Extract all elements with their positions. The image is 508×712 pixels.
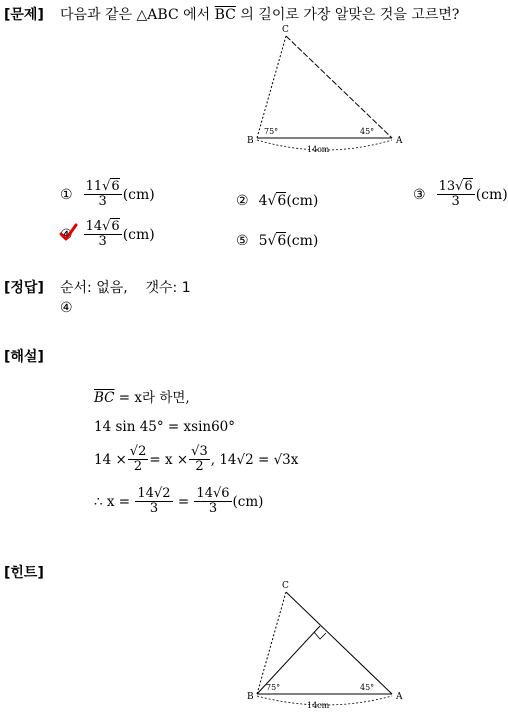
problem-label: [문제] xyxy=(4,7,44,23)
hint-vertex-b: B xyxy=(247,692,254,702)
hint-base-length-label: 14cm xyxy=(307,701,330,710)
option-1-marker: ① xyxy=(60,186,73,203)
check-icon xyxy=(58,223,78,243)
angle-b-label: 75° xyxy=(264,127,279,136)
vertex-c: C xyxy=(282,25,289,35)
hint-side-ca xyxy=(286,592,392,694)
vertex-b: B xyxy=(247,136,254,146)
explanation-label: [해설] xyxy=(4,349,44,365)
option-3-marker: ③ xyxy=(413,186,426,203)
answer-value: ④ xyxy=(60,300,73,316)
answer-line: 순서: 없음, 갯수: 1 xyxy=(60,280,191,296)
triangle-figure xyxy=(240,22,410,157)
option-3[interactable]: ③ $\frac{13√6}{3}$ (cm) xyxy=(413,179,508,209)
option-5[interactable]: ⑤ 5 √ 6 (cm) xyxy=(236,232,319,249)
answer-label: [정답] xyxy=(4,280,44,296)
option-2[interactable]: ② 4 √ 6 (cm) xyxy=(236,192,319,209)
hint-angle-a-label: 45° xyxy=(360,683,375,692)
explanation-line-1: $\overline{BC} = x$라 하면, xyxy=(94,390,190,406)
option-2-marker: ② xyxy=(236,192,249,209)
problem-text-after: 의 길이로 가장 알맞은 것을 고르면? xyxy=(240,7,460,23)
explanation-line-3: 14 × $\frac{√2}{2}$ = x × $\frac{√3}{2}$ , 14√2 = √3x xyxy=(94,444,299,474)
explanation-line-2: 14 sin 45° = xsin60° xyxy=(94,419,236,435)
option-4[interactable]: ④ $\frac{14√6}{3}$ (cm) xyxy=(60,219,155,249)
segment-bc: $\overline{BC}$ xyxy=(214,7,236,23)
right-angle-mark xyxy=(314,632,326,639)
option-1[interactable]: ① $\frac{11√6}{3}$ (cm) xyxy=(60,179,155,209)
option-5-marker: ⑤ xyxy=(236,232,249,249)
explanation-line-4: ∴ x = $\frac{14√2}{3}$ = $\frac{14√6}{3}$ (cm) xyxy=(94,486,264,516)
problem-text-before: 다음과 같은 △ABC 에서 xyxy=(60,7,211,23)
hint-angle-b-label: 75° xyxy=(266,683,281,692)
hint-vertex-c: C xyxy=(282,581,289,591)
vertex-a: A xyxy=(396,136,403,146)
base-length-label: 14cm xyxy=(307,145,330,154)
side-bc xyxy=(257,36,286,138)
hint-label: [힌트] xyxy=(4,565,44,581)
hint-vertex-a: A xyxy=(396,692,403,702)
problem-text xyxy=(60,4,459,24)
angle-a-label: 45° xyxy=(360,127,375,136)
option-4-marker: ④ xyxy=(60,227,73,243)
side-ca xyxy=(286,36,392,138)
hint-triangle-figure xyxy=(240,578,410,712)
